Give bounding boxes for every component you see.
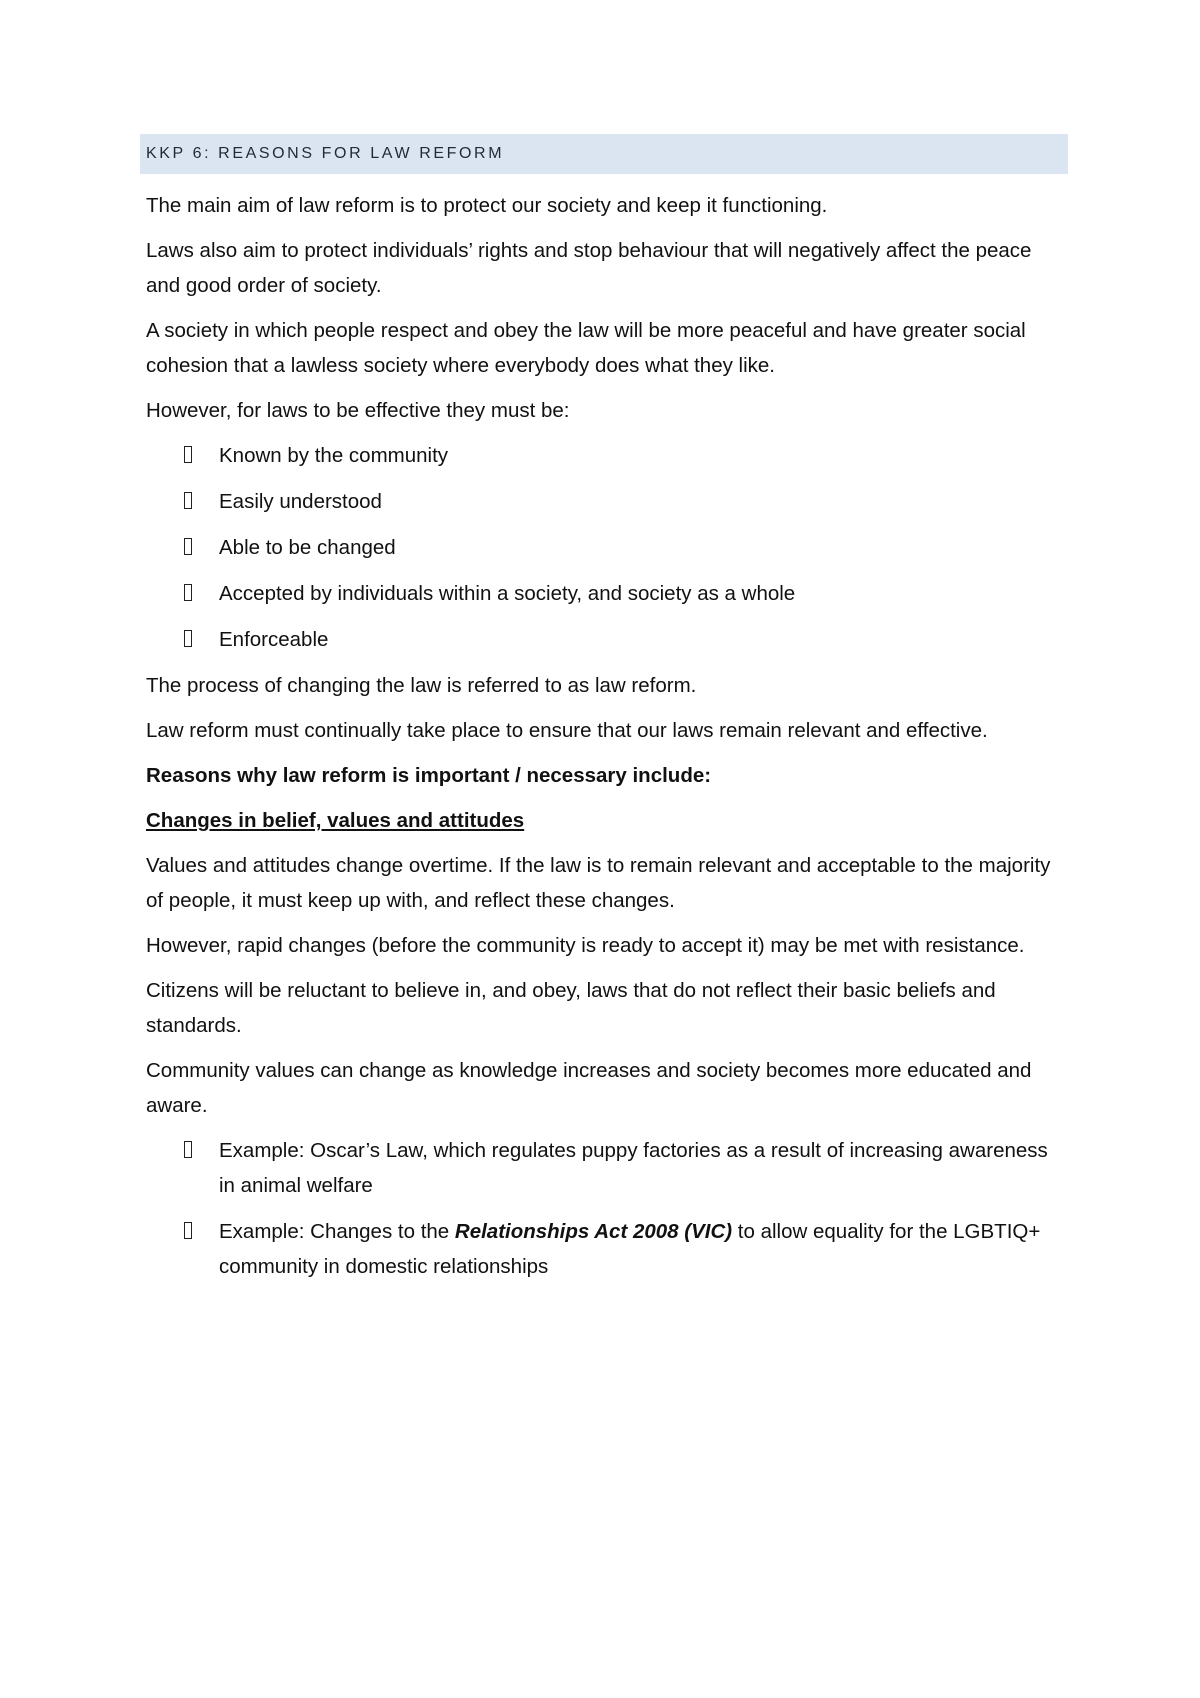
effective-laws-list [146, 438, 1068, 657]
list-item [146, 438, 1068, 473]
list-item-text: Known by the community [219, 444, 449, 467]
list-item-text: Accepted by individuals within a society, and society as a whole [219, 582, 796, 605]
bullet-icon [184, 1141, 192, 1158]
paragraph-individual-rights: Laws also aim to protect individuals’ rights and stop behaviour that will negatively affect the peace and good order of society. [146, 239, 1032, 297]
paragraph-values-change: Values and attitudes change overtime. If the law is to remain relevant and acceptable to the majority of people, it must keep up with, and reflect these changes. [146, 854, 1051, 912]
paragraph-rapid-changes: However, rapid changes (before the community is ready to accept it) may be met with resistance. [146, 934, 1025, 957]
example-relationships-prefix: Example: Changes to the [219, 1220, 455, 1243]
section-heading-bar [140, 134, 1068, 174]
list-item [146, 484, 1068, 519]
document-body [146, 188, 1068, 1295]
list-item [146, 1133, 1068, 1203]
paragraph-effective-intro: However, for laws to be effective they must be: [146, 399, 570, 422]
examples-list [146, 1133, 1068, 1284]
bullet-icon [184, 492, 192, 509]
paragraph-social-cohesion: A society in which people respect and obey the law will be more peaceful and have greater social cohesion that a lawless society where everybody does what they like. [146, 319, 1026, 377]
example-oscars-law: Example: Oscar’s Law, which regulates puppy factories as a result of increasing awareness in animal welfare [219, 1139, 1048, 1197]
example-relationships-suffix: to allow equality for the LGBTIQ+ community in domestic relationships [219, 1220, 1041, 1278]
list-item-text: Able to be changed [219, 536, 396, 559]
list-item [146, 622, 1068, 657]
bullet-icon [184, 446, 192, 463]
section-heading: KKP 6: REASONS FOR LAW REFORM [146, 145, 505, 162]
list-item-text: Enforceable [219, 628, 329, 651]
reasons-heading: Reasons why law reform is important / necessary include: [146, 764, 712, 787]
paragraph-community-values: Community values can change as knowledge increases and society becomes more educated and aware. [146, 1059, 1032, 1117]
list-item [146, 530, 1068, 565]
paragraph-continual-reform: Law reform must continually take place to ensure that our laws remain relevant and effective. [146, 719, 988, 742]
paragraph-process: The process of changing the law is referred to as law reform. [146, 674, 697, 697]
bullet-icon [184, 538, 192, 555]
bullet-icon [184, 630, 192, 647]
paragraph-reluctant-citizens: Citizens will be reluctant to believe in, and obey, laws that do not reflect their basic beliefs and standards. [146, 979, 996, 1037]
example-relationships-act: Relationships Act 2008 (VIC) [454, 1220, 733, 1243]
bullet-icon [184, 1222, 192, 1239]
list-item-text: Easily understood [219, 490, 382, 513]
paragraph-main-aim: The main aim of law reform is to protect our society and keep it functioning. [146, 194, 828, 217]
list-item [146, 576, 1068, 611]
bullet-icon [184, 584, 192, 601]
list-item [146, 1214, 1068, 1284]
subheading-values: Changes in belief, values and attitudes [146, 809, 525, 832]
